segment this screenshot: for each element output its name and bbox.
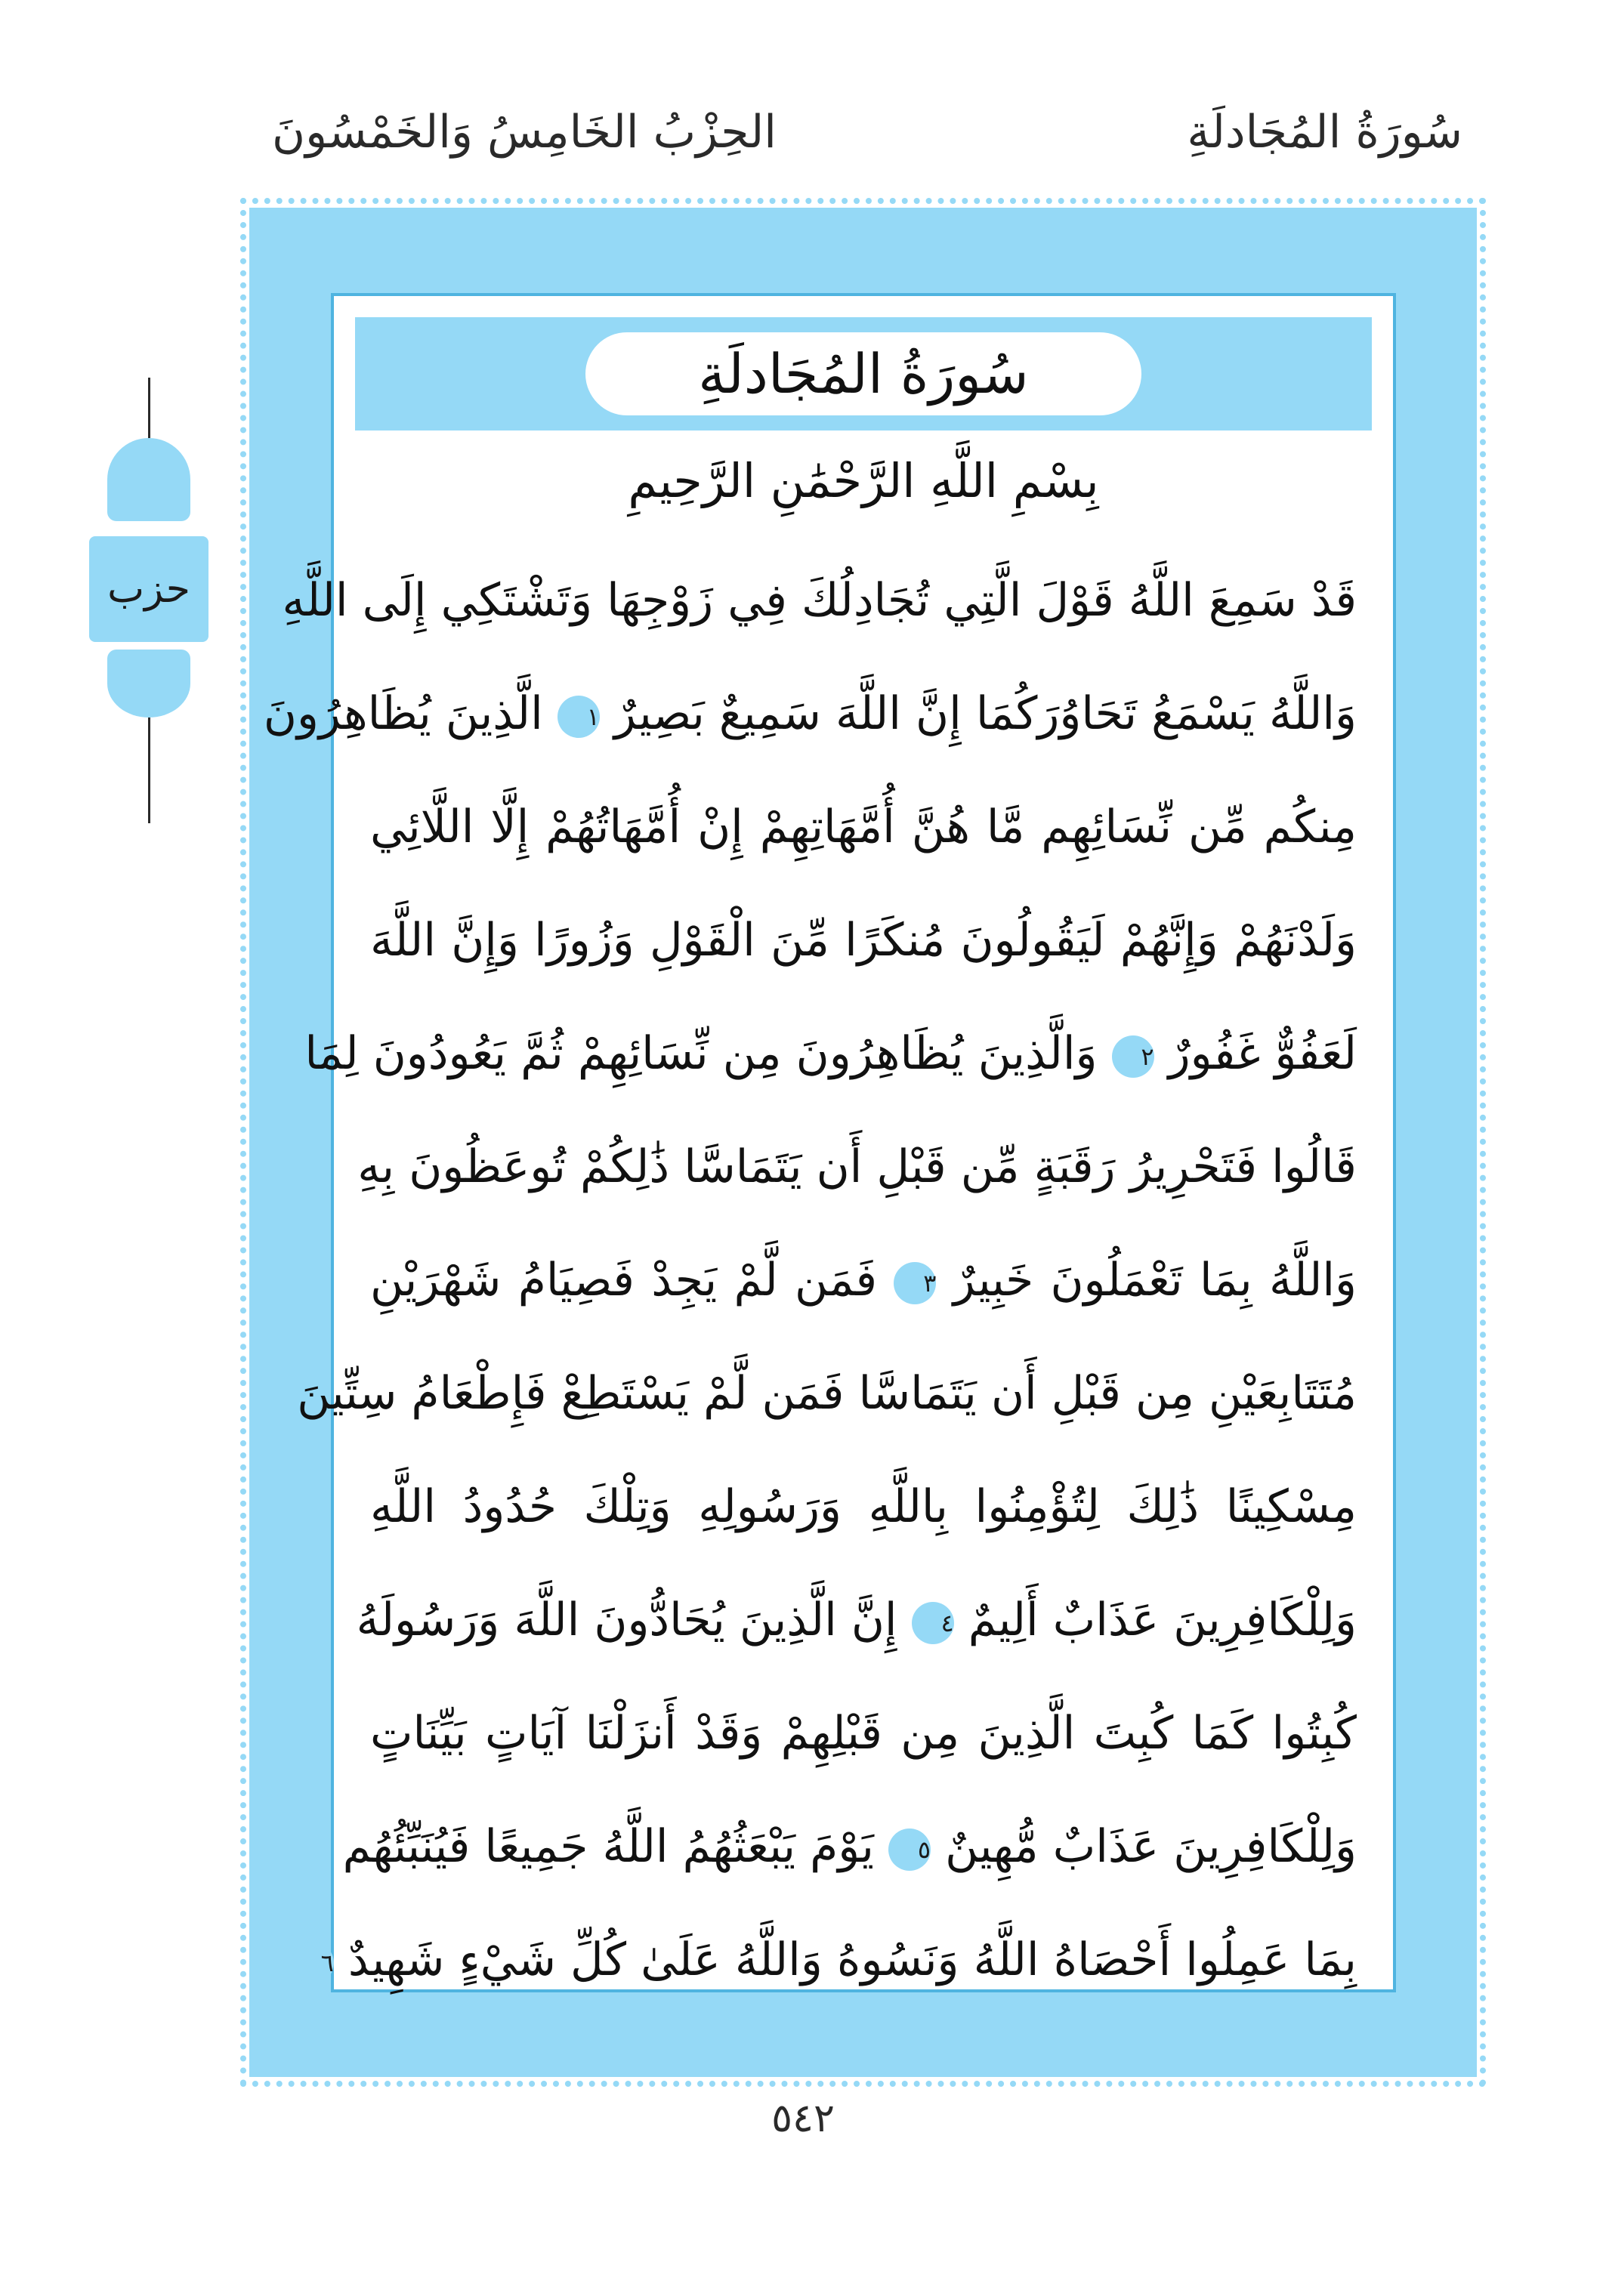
verse-line	[342, 1790, 1357, 1903]
hizb-side-marker	[89, 423, 208, 725]
bismillah: بِسْمِ اللَّهِ الرَّحْمَٰنِ الرَّحِيمِ	[628, 453, 1099, 508]
verse-line	[356, 1563, 1357, 1677]
surah-name-header: سُورَةُ المُجَادلَةِ	[1187, 106, 1462, 159]
verse-line	[370, 770, 1357, 884]
surah-title-cartouche	[585, 332, 1141, 415]
verse-text: لَعَفُوٌّ غَفُورٌ	[1168, 1027, 1357, 1080]
verse-text: مُتَتَابِعَيْنِ مِن قَبْلِ أَن يَتَمَاسَّا فَمَن لَّمْ يَسْتَطِعْ فَإِطْعَامُ سِتِّينَ	[297, 1367, 1357, 1420]
verse-text: وَاللَّهُ يَسْمَعُ تَحَاوُرَكُمَا إِنَّ اللَّهَ سَمِيعٌ بَصِيرٌ	[613, 687, 1357, 740]
verse-text: فَمَن لَّمْ يَجِدْ فَصِيَامُ شَهْرَيْنِ	[370, 1254, 878, 1307]
verse-text: كُبِتُوا كَمَا كُبِتَ الَّذِينَ مِن قَبْلِهِمْ وَقَدْ أَنزَلْنَا آيَاتٍ بَيِّنَاتٍ	[370, 1707, 1357, 1760]
ayah-number-marker: ١	[557, 696, 600, 738]
verse-text: وَالَّذِينَ يُظَاهِرُونَ مِن نِّسَائِهِمْ ثُمَّ يَعُودُونَ لِمَا	[304, 1027, 1098, 1080]
surah-title: سُورَةُ المُجَادلَةِ	[698, 342, 1029, 406]
verse-line	[370, 1224, 1357, 1337]
hizb-name-header: الحِزْبُ الخَامِسُ وَالخَمْسُونَ	[272, 106, 777, 159]
verse-text: قَالُوا فَتَحْرِيرُ رَقَبَةٍ مِّن قَبْلِ أَن يَتَمَاسَّا ذَٰلِكُمْ تُوعَظُونَ بِهِ	[357, 1140, 1357, 1193]
verse-text: وَلَدْنَهُمْ وَإِنَّهُمْ لَيَقُولُونَ مُنكَرًا مِّنَ الْقَوْلِ وَزُورًا وَإِنَّ اللَّهَ	[370, 914, 1357, 967]
verse-line	[320, 1903, 1357, 2017]
verse-text: مِنكُم مِّن نِّسَائِهِم مَّا هُنَّ أُمَّهَاتِهِمْ إِنْ أُمَّهَاتُهُمْ إِلَّا اللَّائِي	[370, 801, 1357, 853]
ayah-number-marker: ٥	[888, 1828, 931, 1871]
hizb-marker-label: حزب	[107, 566, 190, 612]
hizb-marker-body	[89, 536, 208, 642]
ayah-number-marker: ٢	[1112, 1035, 1154, 1078]
hizb-marker-stem-bottom	[148, 718, 150, 823]
verse-line	[297, 1337, 1357, 1450]
verse-text: بِمَا عَمِلُوا أَحْصَاهُ اللَّهُ وَنَسُوهُ وَاللَّهُ عَلَىٰ كُلِّ شَيْءٍ شَهِيدٌ	[347, 1933, 1357, 1986]
verse-text: الَّذِينَ يُظَاهِرُونَ	[263, 687, 543, 740]
verse-text: إِنَّ الَّذِينَ يُحَادُّونَ اللَّهَ وَرَسُولَهُ	[356, 1594, 897, 1646]
verse-text: وَاللَّهُ بِمَا تَعْمَلُونَ خَبِيرٌ	[953, 1254, 1357, 1307]
verse-line	[370, 884, 1357, 997]
verse-line	[282, 544, 1357, 657]
verse-text: وَلِلْكَافِرِينَ عَذَابٌ أَلِيمٌ	[968, 1594, 1357, 1646]
verse-line	[263, 657, 1357, 770]
ayah-number-marker: ٦	[292, 1942, 334, 1984]
verse-block	[263, 544, 1357, 2017]
ayah-number-marker: ٤	[912, 1602, 954, 1644]
verse-text: قَدْ سَمِعَ اللَّهُ قَوْلَ الَّتِي تُجَادِلُكَ فِي زَوْجِهَا وَتَشْتَكِي إِلَى اللَّهِ	[282, 574, 1357, 627]
verse-line	[304, 997, 1357, 1110]
hizb-marker-dome	[107, 438, 190, 521]
verse-text: وَلِلْكَافِرِينَ عَذَابٌ مُّهِينٌ	[945, 1820, 1357, 1873]
verse-line	[370, 1677, 1357, 1790]
hizb-marker-base	[107, 650, 190, 718]
verse-line	[370, 1450, 1357, 1563]
verse-text: مِسْكِينًا ذَٰلِكَ لِتُؤْمِنُوا بِاللَّهِ وَرَسُولِهِ وَتِلْكَ حُدُودُ اللَّهِ	[370, 1480, 1357, 1533]
page-number: ٥٤٢	[771, 2096, 835, 2141]
ayah-number-marker: ٣	[894, 1262, 936, 1304]
verse-line	[357, 1110, 1357, 1224]
verse-text: يَوْمَ يَبْعَثُهُمُ اللَّهُ جَمِيعًا فَيُنَبِّئُهُم	[342, 1820, 874, 1873]
